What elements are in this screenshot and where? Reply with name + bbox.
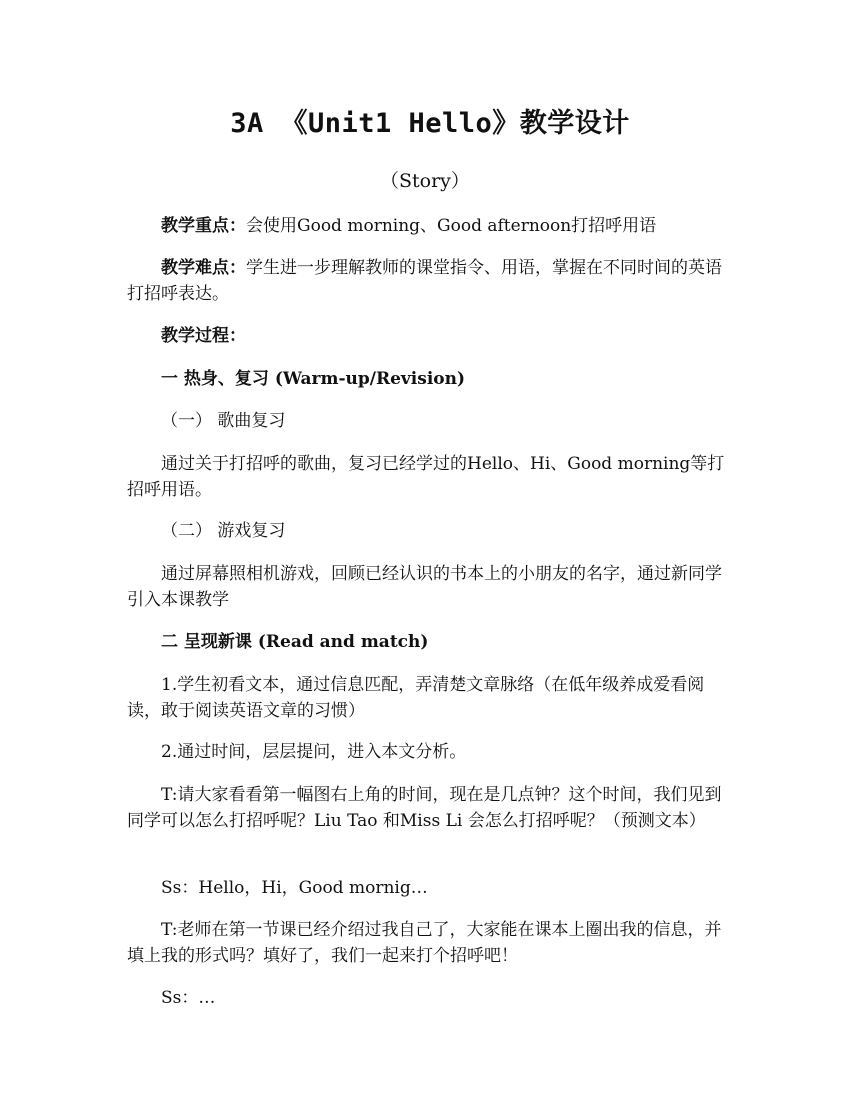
key-point-label: 教学重点： [161,216,246,236]
section1-sub2-heading: （二） 游戏复习 [161,521,286,541]
difficulty-text: 学生进一步理解教师的课堂指令、用语，掌握在不同时间的英语打招呼表达。 [127,258,722,304]
document-subtitle: （Story） [380,170,470,192]
section2-heading: 二 呈现新课 (Read and match) [161,632,429,652]
students-line-1: Ss：Hello，Hi，Good mornig… [161,878,428,898]
teacher-line-1: T:请大家看看第一幅图右上角的时间，现在是几点钟？这个时间，我们见到同学可以怎么打招呼呢？Liu Tao 和Miss Li 会怎么打招呼呢？（预测文本） [127,785,722,831]
teacher-line-2: T:老师在第一节课已经介绍过我自己了，大家能在课本上圈出我的信息，并填上我的形式吗？填好了，我们一起来打个招呼吧！ [127,920,722,966]
students-line-2: Ss：… [161,988,216,1008]
difficulty-paragraph [127,255,733,307]
section1-sub1-text: 通过关于打招呼的歌曲，复习已经学过的Hello、Hi、Good morning等打招呼用语。 [127,454,725,500]
step1-text: 1.学生初看文本，通过信息匹配，弄清楚文章脉络（在低年级养成爱看阅读，敢于阅读英语文章的习惯） [127,675,705,721]
key-point-paragraph [127,213,733,239]
document-title: 3A 《Unit1 Hello》教学设计 [230,108,630,139]
difficulty-label: 教学难点： [161,258,246,278]
key-point-text: 会使用Good morning、Good afternoon打招呼用语 [246,216,657,236]
step2-text: 2.通过时间，层层提问，进入本文分析。 [161,742,467,762]
section1-sub1-heading: （一） 歌曲复习 [161,411,286,431]
section1-sub2-text: 通过屏幕照相机游戏，回顾已经认识的书本上的小朋友的名字，通过新同学引入本课教学 [127,564,722,610]
process-heading: 教学过程： [161,326,246,346]
section1-heading: 一 热身、复习 (Warm-up/Revision) [161,369,466,389]
